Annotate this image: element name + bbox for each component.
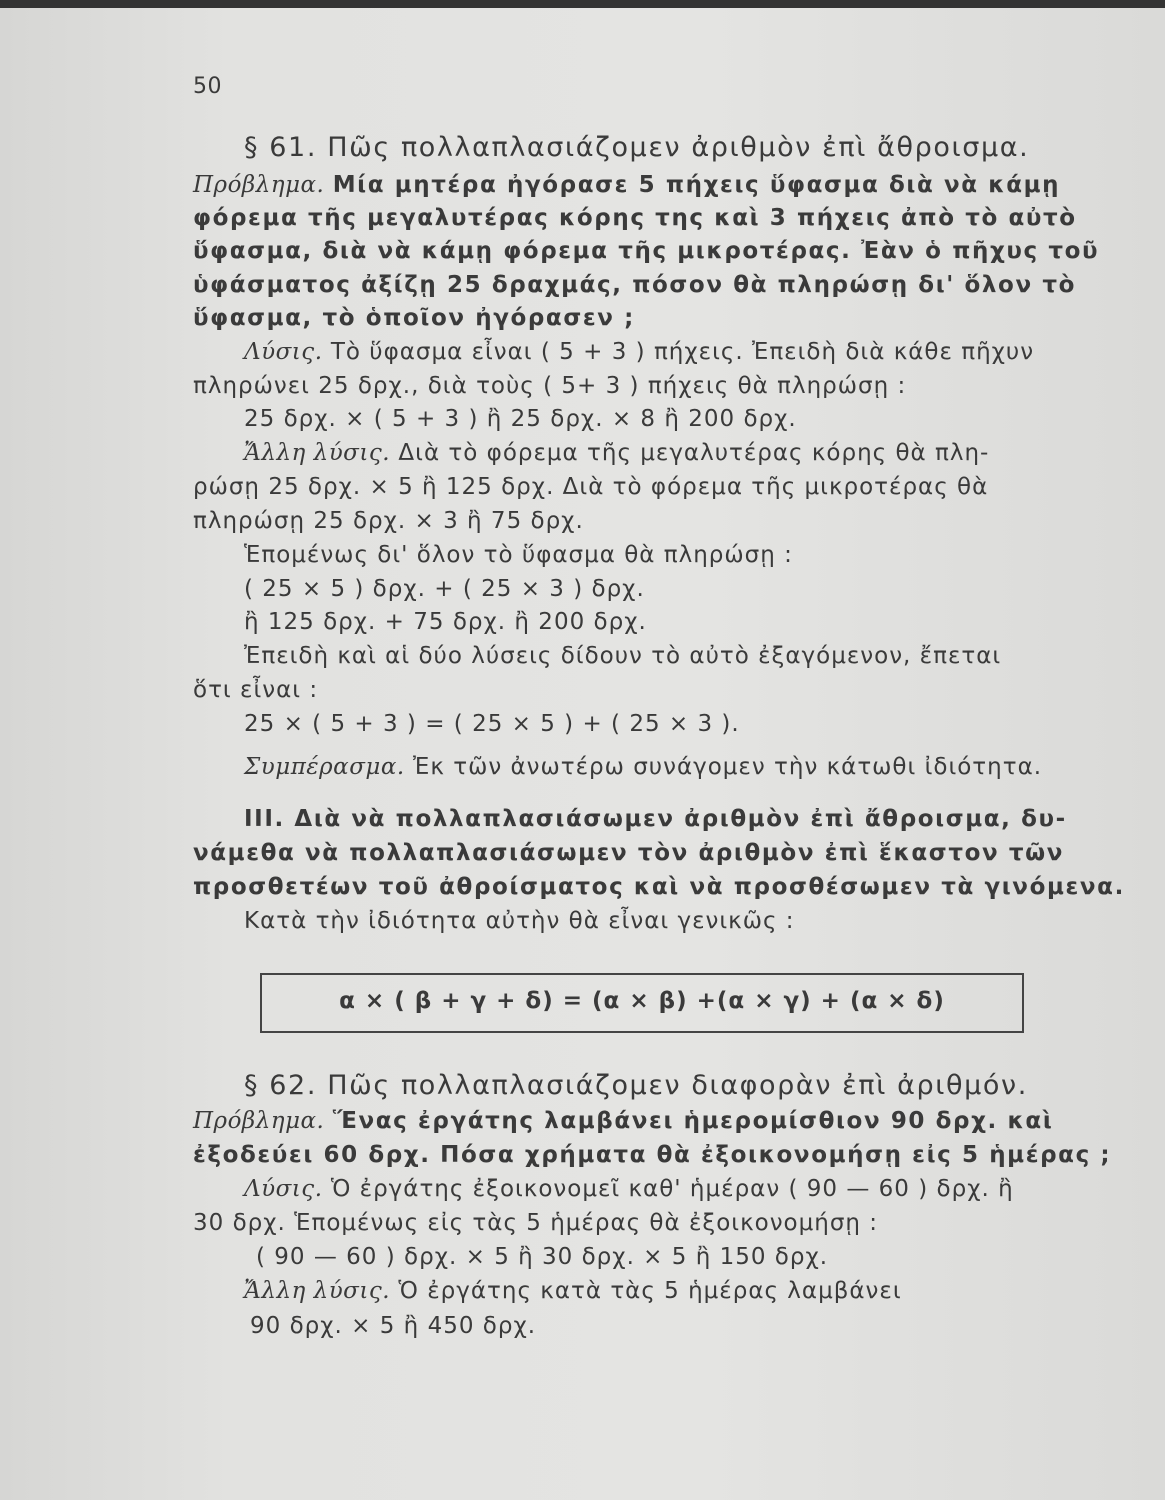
alt-solution-label: Ἄλλη λύσις. <box>244 440 391 466</box>
solution-line <box>244 1174 1014 1204</box>
problem-text: φόρεμα τῆς μεγαλυτέρας κόρης της καὶ 3 πήχεις ἀπὸ τὸ αὐτὸ <box>193 205 1077 231</box>
body-text: Ἐπειδὴ καὶ αἱ δύο λύσεις δίδουν τὸ αὐτὸ ἐξαγόμενον, ἔπεται <box>244 643 1002 669</box>
problem-text: ὑφάσματος ἀξίζῃ 25 δραχμάς, πόσον θὰ πληρώσῃ δι' ὅλον τὸ <box>193 272 1077 298</box>
problem-label: Πρόβλημα. <box>193 1108 325 1134</box>
alt-solution-line <box>244 1276 902 1306</box>
rule-text: προσθετέων τοῦ ἀθροίσματος καὶ νὰ προσθέσωμεν τὰ γινόμενα. <box>193 874 1125 900</box>
problem-line <box>193 170 1060 200</box>
problem-text: ὕφασμα, διὰ νὰ κάμῃ φόρεμα τῆς μικροτέρας. Ἐὰν ὁ πῆχυς τοῦ <box>193 238 1100 264</box>
alt-solution-label: Ἄλλη λύσις. <box>244 1278 391 1304</box>
solution-label: Λύσις. <box>244 339 323 365</box>
alt-solution-text: πληρώσῃ 25 δρχ. × 3 ἢ 75 δρχ. <box>193 508 584 534</box>
conclusion-line <box>244 752 1042 782</box>
alt-solution-text: ( 25 × 5 ) δρχ. + ( 25 × 3 ) δρχ. <box>244 576 645 602</box>
problem-text: ὕφασμα, τὸ ὁποῖον ἠγόρασεν ; <box>193 305 635 331</box>
alt-solution-text: Ὁ ἐργάτης κατὰ τὰς 5 ἡμέρας λαμβάνει <box>398 1278 902 1304</box>
problem-text: ἐξοδεύει 60 δρχ. Πόσα χρήματα θὰ ἐξοικονομήσῃ εἰς 5 ἡμέρας ; <box>193 1142 1112 1168</box>
rule-text: νάμεθα νὰ πολλαπλασιάσωμεν τὸν ἀριθμὸν ἐπὶ ἕκαστον τῶν <box>193 840 1065 866</box>
conclusion-text: Ἐκ τῶν ἀνωτέρω συνάγομεν τὴν κάτωθι ἰδιότητα. <box>413 754 1043 780</box>
alt-solution-text: 90 δρχ. × 5 ἢ 450 δρχ. <box>250 1313 537 1339</box>
solution-text: πληρώνει 25 δρχ., διὰ τοὺς ( 5+ 3 ) πήχεις θὰ πληρώσῃ : <box>193 373 907 399</box>
solution-line <box>244 337 1034 367</box>
body-text: ὅτι εἶναι : <box>193 677 319 703</box>
problem-label: Πρόβλημα. <box>193 172 325 198</box>
alt-solution-text: ρώσῃ 25 δρχ. × 5 ἢ 125 δρχ. Διὰ τὸ φόρεμα τῆς μικροτέρας θὰ <box>193 474 989 500</box>
alt-solution-text: Ἑπομένως δι' ὅλον τὸ ὕφασμα θὰ πληρώσῃ : <box>244 542 793 568</box>
formula-box <box>260 973 1024 1033</box>
solution-text: Ὁ ἐργάτης ἐξοικονομεῖ καθ' ἡμέραν ( 90 — 60 ) δρχ. ἢ <box>330 1176 1014 1202</box>
alt-solution-line <box>244 438 989 468</box>
solution-text: 30 δρχ. Ἑπομένως εἰς τὰς 5 ἡμέρας θὰ ἐξοικονομήσῃ : <box>193 1210 879 1236</box>
solution-text: ( 90 — 60 ) δρχ. × 5 ἢ 30 δρχ. × 5 ἢ 150 δρχ. <box>256 1244 829 1270</box>
problem-line <box>193 1106 1053 1136</box>
rule-text: ΙΙΙ. Διὰ νὰ πολλαπλασιάσωμεν ἀριθμὸν ἐπὶ ἄθροισμα, δυ- <box>244 806 1067 832</box>
solution-text: Τὸ ὕφασμα εἶναι ( 5 + 3 ) πήχεις. Ἐπειδὴ διὰ κάθε πῆχυν <box>330 339 1035 365</box>
solution-label: Λύσις. <box>244 1176 323 1202</box>
alt-solution-text: Διὰ τὸ φόρεμα τῆς μεγαλυτέρας κόρης θὰ πλη- <box>398 440 990 466</box>
problem-text: Ἕνας ἐργάτης λαμβάνει ἡμερομίσθιον 90 δρχ. καὶ <box>332 1108 1054 1134</box>
scan-edge <box>0 0 1165 8</box>
page-number: 50 <box>193 74 222 99</box>
equation: 25 × ( 5 + 3 ) = ( 25 × 5 ) + ( 25 × 3 ). <box>244 711 740 737</box>
formula: α × ( β + γ + δ) = (α × β) +(α × γ) + (α × δ) <box>339 988 945 1014</box>
section-61-heading: § 61. Πῶς πολλαπλασιάζομεν ἀριθμὸν ἐπὶ ἄθροισμα. <box>244 132 1030 163</box>
conclusion-label: Συμπέρασμα. <box>244 754 405 780</box>
section-62-heading: § 62. Πῶς πολλαπλασιάζομεν διαφορὰν ἐπὶ ἀριθμόν. <box>244 1070 1028 1101</box>
general-intro: Κατὰ τὴν ἰδιότητα αὐτὴν θὰ εἶναι γενικῶς : <box>244 908 795 934</box>
solution-text: 25 δρχ. × ( 5 + 3 ) ἢ 25 δρχ. × 8 ἢ 200 δρχ. <box>244 406 797 432</box>
alt-solution-text: ἢ 125 δρχ. + 75 δρχ. ἢ 200 δρχ. <box>244 609 647 635</box>
problem-text: Μία μητέρα ἠγόρασε 5 πήχεις ὕφασμα διὰ νὰ κάμῃ <box>332 172 1061 198</box>
